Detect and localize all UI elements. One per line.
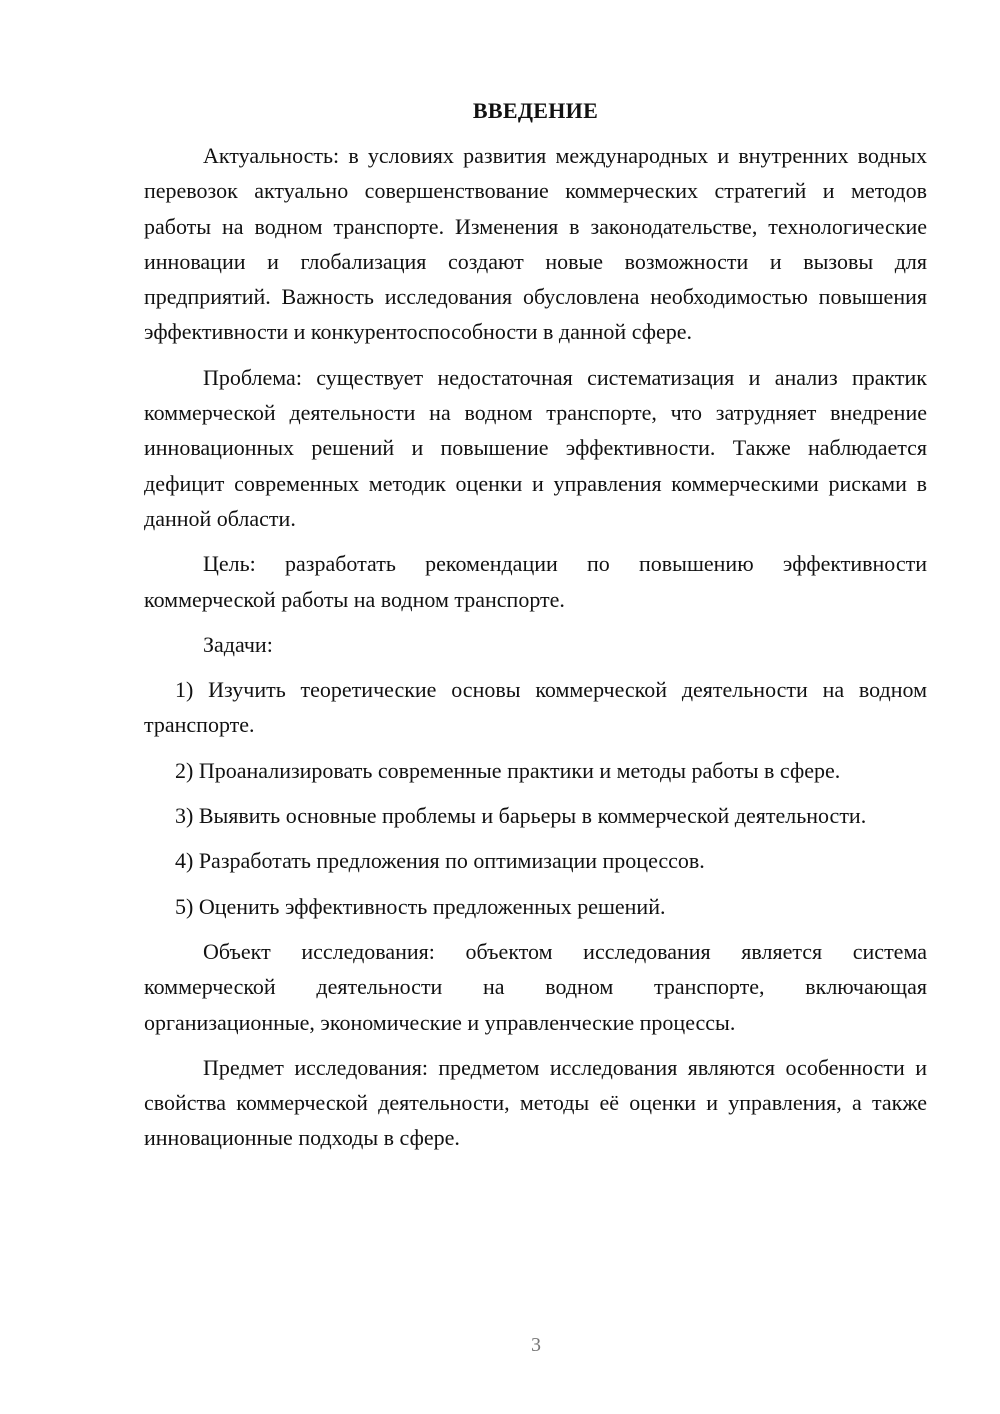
paragraph-problem: Проблема: существует недостаточная систематизация и анализ практик коммерческой деятельности на водном транспорте, что затрудняет внедрение инновационных решений и повышение эффективности. Также наблюдается дефицит современных методик оценки и управления коммерческими рисками в данной области.	[144, 364, 927, 531]
paragraph-object: Объект исследования: объектом исследования является система коммерческой деятельности на водном транспорте, включающая организационные, экономические и управленческие процессы.	[144, 938, 927, 1035]
paragraph-goal: Цель: разработать рекомендации по повышению эффективности коммерческой работы на водном транспорте.	[144, 551, 927, 612]
page-number: 3	[531, 1334, 541, 1356]
task-item: 4) Разработать предложения по оптимизации процессов.	[175, 848, 705, 874]
task-item: 5) Оценить эффективность предложенных решений.	[175, 893, 666, 919]
page-content	[144, 96, 927, 1166]
section-title: ВВЕДЕНИЕ	[472, 98, 599, 123]
paragraph-subject: Предмет исследования: предметом исследования являются особенности и свойства коммерческой деятельности, методы её оценки и управления, а также инновационные подходы в сфере.	[144, 1054, 927, 1151]
task-item: 1) Изучить теоретические основы коммерческой деятельности на водном транспорте.	[144, 677, 927, 738]
task-item: 2) Проанализировать современные практики и методы работы в сфере.	[175, 757, 841, 783]
tasks-heading: Задачи:	[203, 631, 273, 657]
paragraph-relevance: Актуальность: в условиях развития международных и внутренних водных перевозок актуально совершенствование коммерческих стратегий и методов работы на водном транспорте. Изменения в законодательстве, технологические инновации и глобализация создают новые возможности и вызовы для предприятий. Важность исследования обусловлена необходимостью повышения эффективности и конкурентоспособности в данной сфере.	[144, 143, 927, 345]
task-item: 3) Выявить основные проблемы и барьеры в коммерческой деятельности.	[175, 803, 867, 829]
